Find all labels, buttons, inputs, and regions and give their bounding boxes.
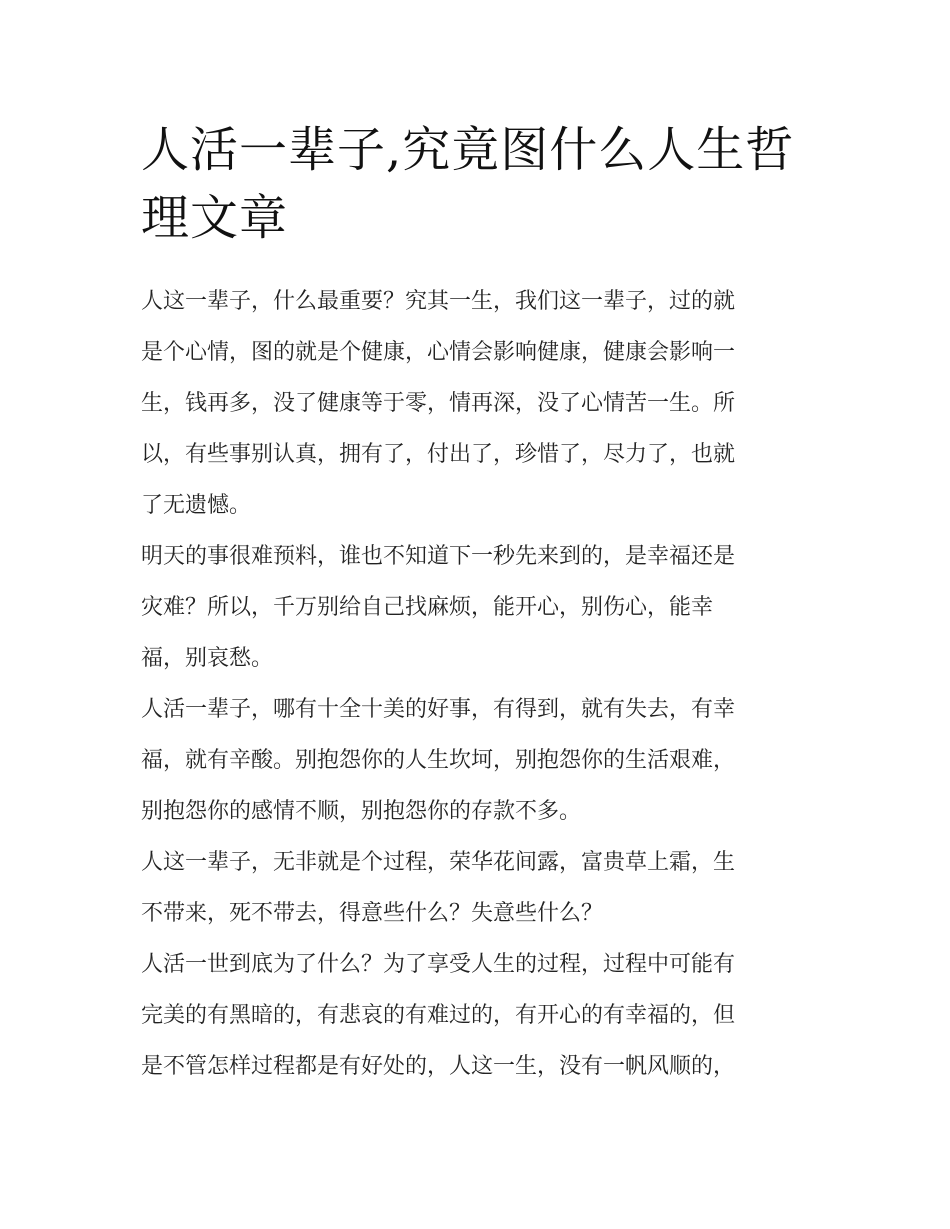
text-line: 不带来，死不带去，得意些什么？失意些什么？	[141, 901, 604, 926]
text-line: 人这一辈子，什么最重要？究其一生，我们这一辈子，过的就	[141, 289, 736, 314]
text-line: 福，就有辛酸。别抱怨你的人生坎坷，别抱怨你的生活艰难，	[141, 748, 736, 773]
text-line: 灾难？所以，千万别给自己找麻烦，能开心，别伤心，能幸	[141, 595, 714, 620]
text-line: 是不管怎样过程都是有好处的，人这一生，没有一帆风顺的，	[141, 1054, 736, 1079]
text-line: 人活一世到底为了什么？为了享受人生的过程，过程中可能有	[141, 952, 736, 977]
text-line: 别抱怨你的感情不顺，别抱怨你的存款不多。	[141, 799, 582, 824]
text-line: 人活一辈子，哪有十全十美的好事，有得到，就有失去，有幸	[141, 697, 736, 722]
text-line: 以，有些事别认真，拥有了，付出了，珍惜了，尽力了，也就	[141, 442, 736, 467]
paragraph	[141, 531, 813, 684]
document-content	[141, 116, 813, 1092]
text-line: 是个心情，图的就是个健康，心情会影响健康，健康会影响一	[141, 340, 736, 365]
title-line: 理文章	[141, 190, 289, 246]
text-line: 完美的有黑暗的，有悲哀的有难过的，有开心的有幸福的，但	[141, 1003, 736, 1028]
text-line: 人这一辈子，无非就是个过程，荣华花间露，富贵草上霜，生	[141, 850, 736, 875]
paragraph	[141, 939, 813, 1092]
title-line: 人活一辈子,究竟图什么人生哲	[141, 122, 795, 178]
paragraph	[141, 684, 813, 837]
text-line: 明天的事很难预料，谁也不知道下一秒先来到的，是幸福还是	[141, 544, 736, 569]
paragraph	[141, 276, 813, 531]
article-body	[141, 276, 813, 1092]
paragraph	[141, 837, 813, 939]
page-title	[141, 116, 813, 252]
text-line: 福，别哀愁。	[141, 646, 274, 671]
text-line: 了无遗憾。	[141, 493, 252, 518]
text-line: 生，钱再多，没了健康等于零，情再深，没了心情苦一生。所	[141, 391, 736, 416]
